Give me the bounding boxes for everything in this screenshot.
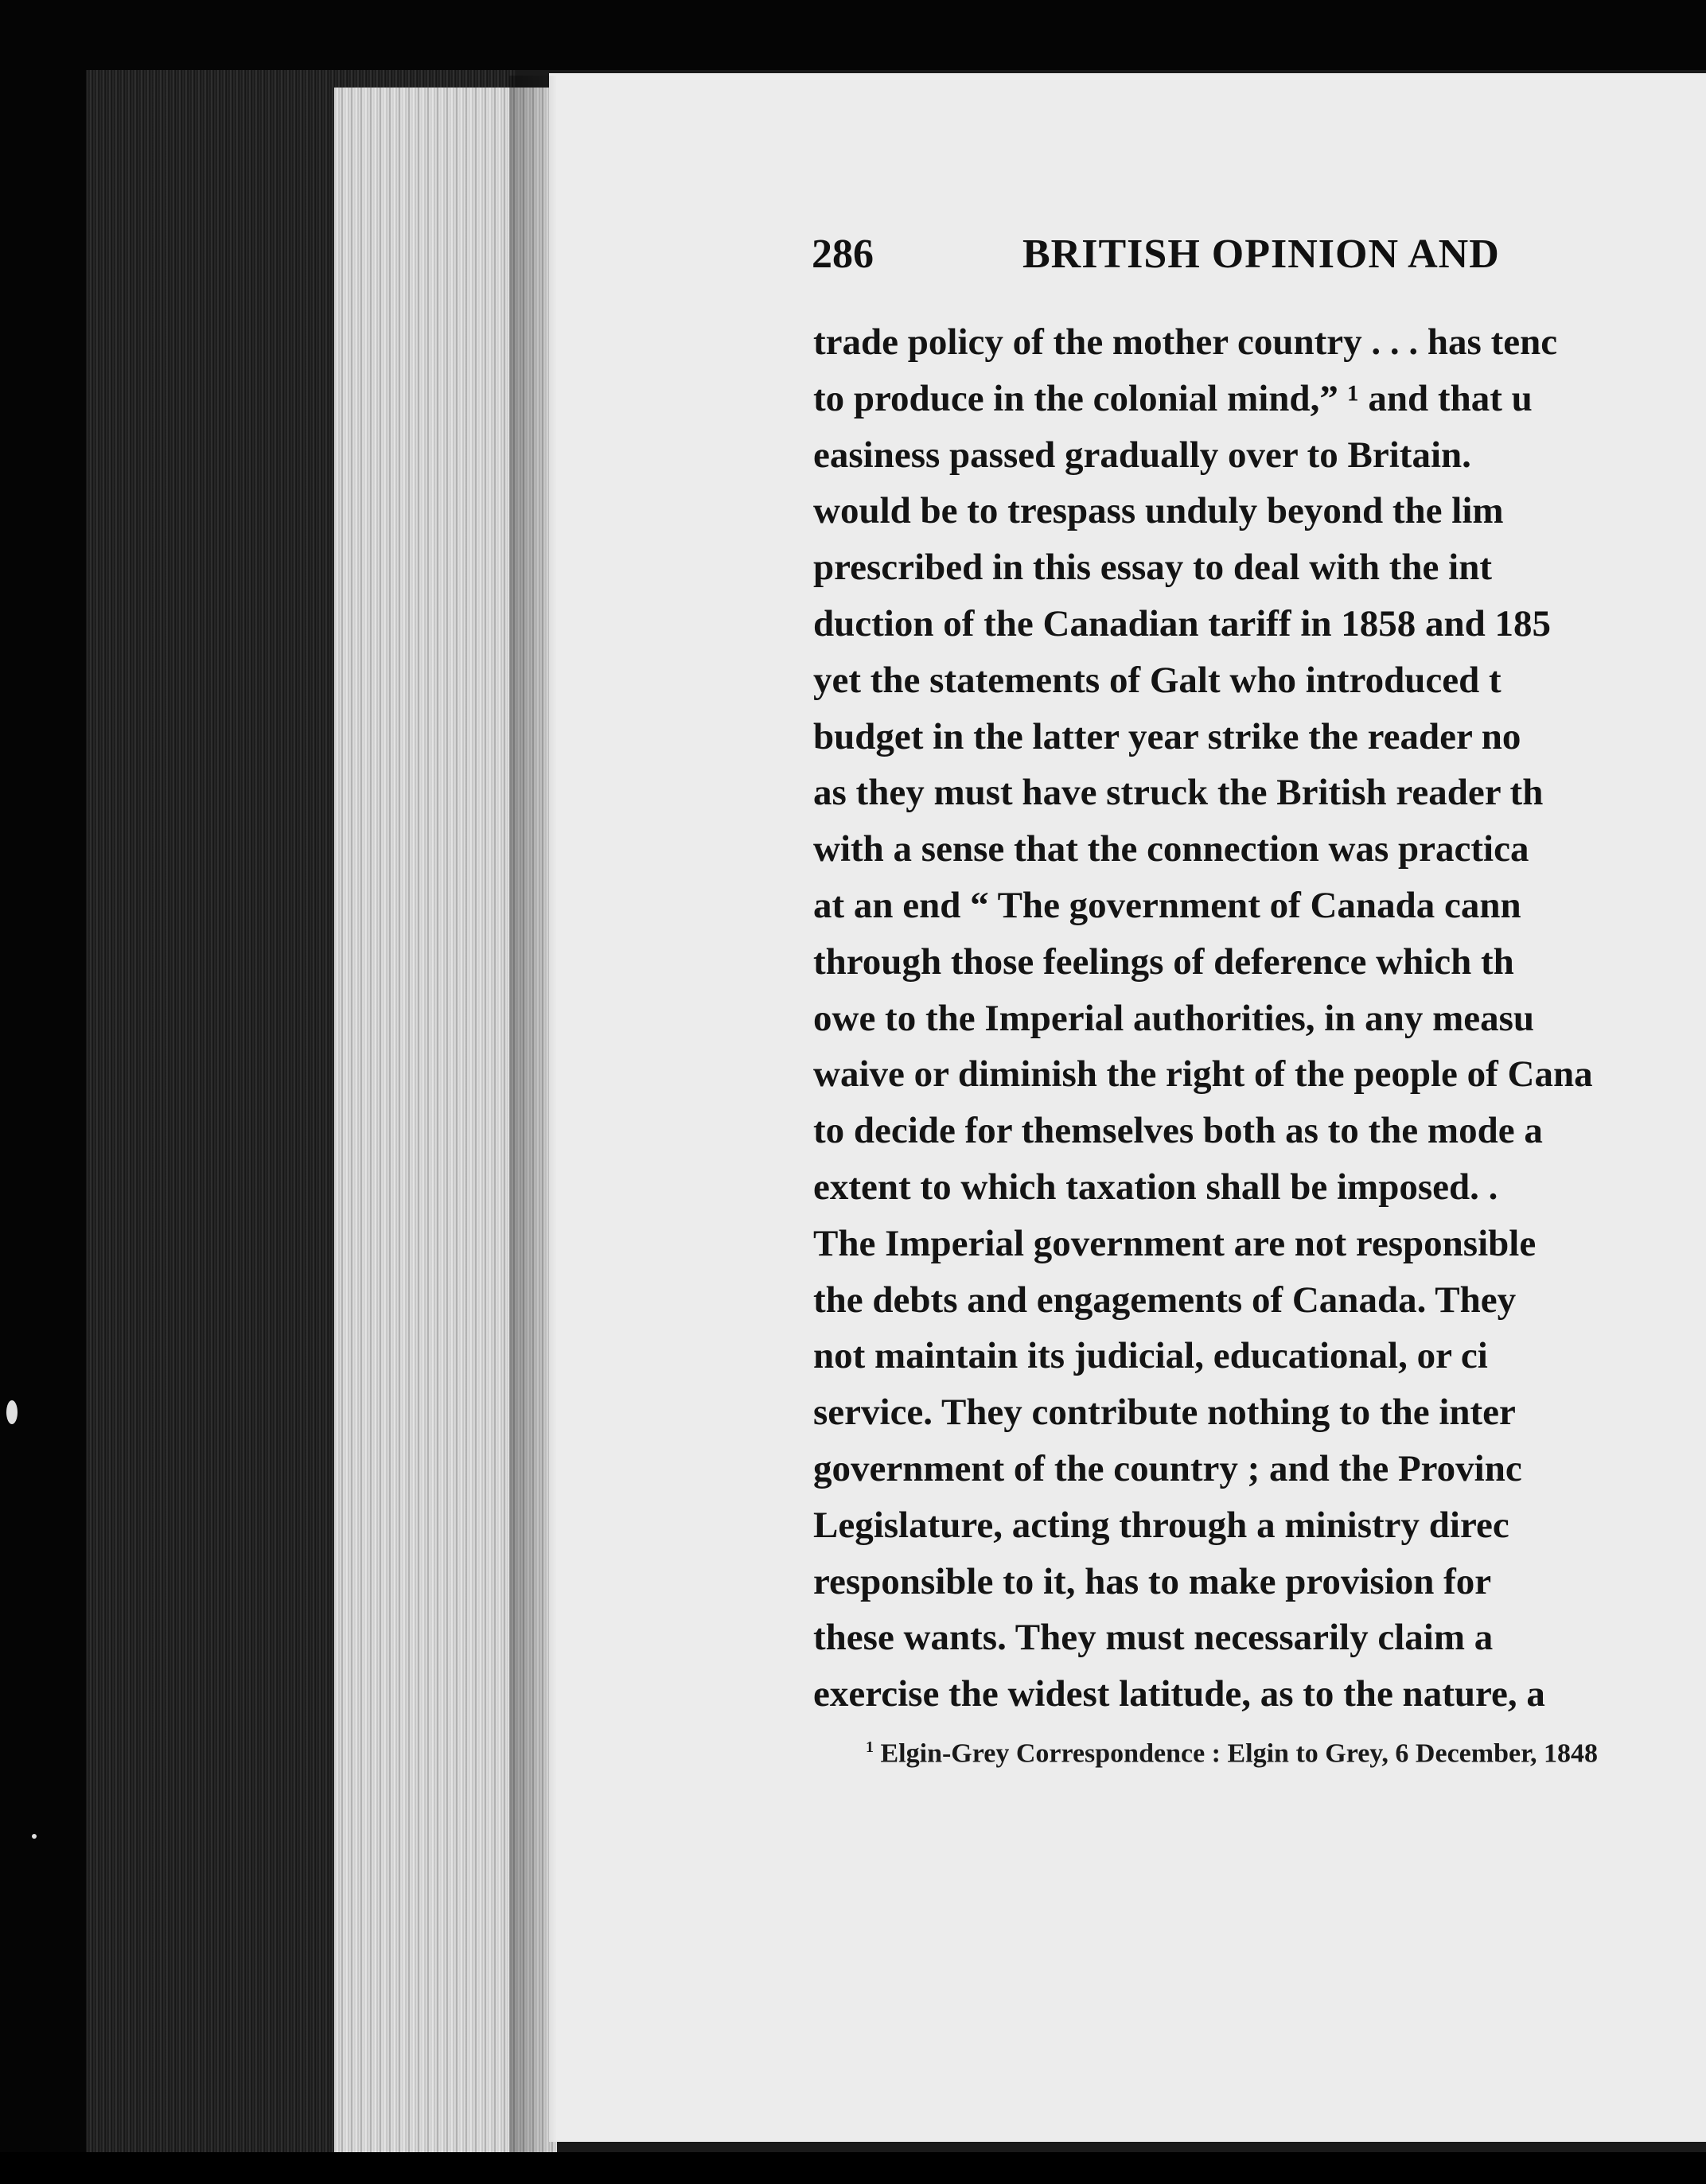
text-line: duction of the Canadian tariff in 1858 and 185 bbox=[813, 602, 1552, 644]
text-line: the debts and engagements of Canada. They bbox=[813, 1279, 1517, 1321]
text-line: government of the country ; and the Provinc bbox=[813, 1447, 1522, 1489]
text-line: The Imperial government are not responsible bbox=[813, 1222, 1537, 1264]
text-line: would be to trespass unduly beyond the lim bbox=[813, 490, 1504, 532]
footnote bbox=[866, 1738, 1706, 1769]
text-line: exercise the widest latitude, as to the nature, a bbox=[813, 1673, 1545, 1715]
text-line: through those feelings of deference which th bbox=[813, 940, 1514, 983]
text-line: owe to the Imperial authorities, in any measu bbox=[813, 997, 1535, 1039]
scan-speck bbox=[6, 1400, 18, 1424]
text-line: responsible to it, has to make provision for bbox=[813, 1560, 1492, 1602]
text-line: yet the statements of Galt who introduced t bbox=[813, 659, 1502, 701]
text-line: easiness passed gradually over to Britain. bbox=[813, 434, 1471, 476]
text-line: to produce in the colonial mind,” ¹ and that u bbox=[813, 377, 1533, 419]
text-line: at an end “ The government of Canada cann bbox=[813, 884, 1521, 926]
text-line: service. They contribute nothing to the inter bbox=[813, 1392, 1516, 1434]
text-line: trade policy of the mother country . . . has tenc bbox=[813, 321, 1558, 363]
text-line: prescribed in this essay to deal with the int bbox=[813, 547, 1492, 589]
text-line: to decide for themselves both as to the mode a bbox=[813, 1110, 1543, 1152]
text-line: with a sense that the connection was practica bbox=[813, 828, 1529, 870]
body-text bbox=[813, 314, 1706, 1723]
running-head: BRITISH OPINION AND bbox=[1022, 232, 1500, 277]
text-line: these wants. They must necessarily claim a bbox=[813, 1617, 1494, 1659]
scan-bottom-margin bbox=[0, 2152, 1706, 2184]
text-line: Legislature, acting through a ministry direc bbox=[813, 1504, 1509, 1546]
footnote-text: Elgin-Grey Correspondence : Elgin to Grey, 6 December, 1848 bbox=[880, 1738, 1599, 1769]
text-line: extent to which taxation shall be imposed. . bbox=[813, 1166, 1498, 1208]
text-line: budget in the latter year strike the reader no bbox=[813, 715, 1521, 757]
text-line: waive or diminish the right of the people of Cana bbox=[813, 1053, 1593, 1096]
page-number: 286 bbox=[812, 232, 874, 277]
text-line: not maintain its judicial, educational, or ci bbox=[813, 1335, 1488, 1377]
scan-speck bbox=[32, 1834, 37, 1839]
footnote-marker: 1 bbox=[866, 1738, 874, 1756]
gutter-shadow bbox=[509, 76, 557, 2160]
text-line: as they must have struck the British reader th bbox=[813, 772, 1544, 814]
